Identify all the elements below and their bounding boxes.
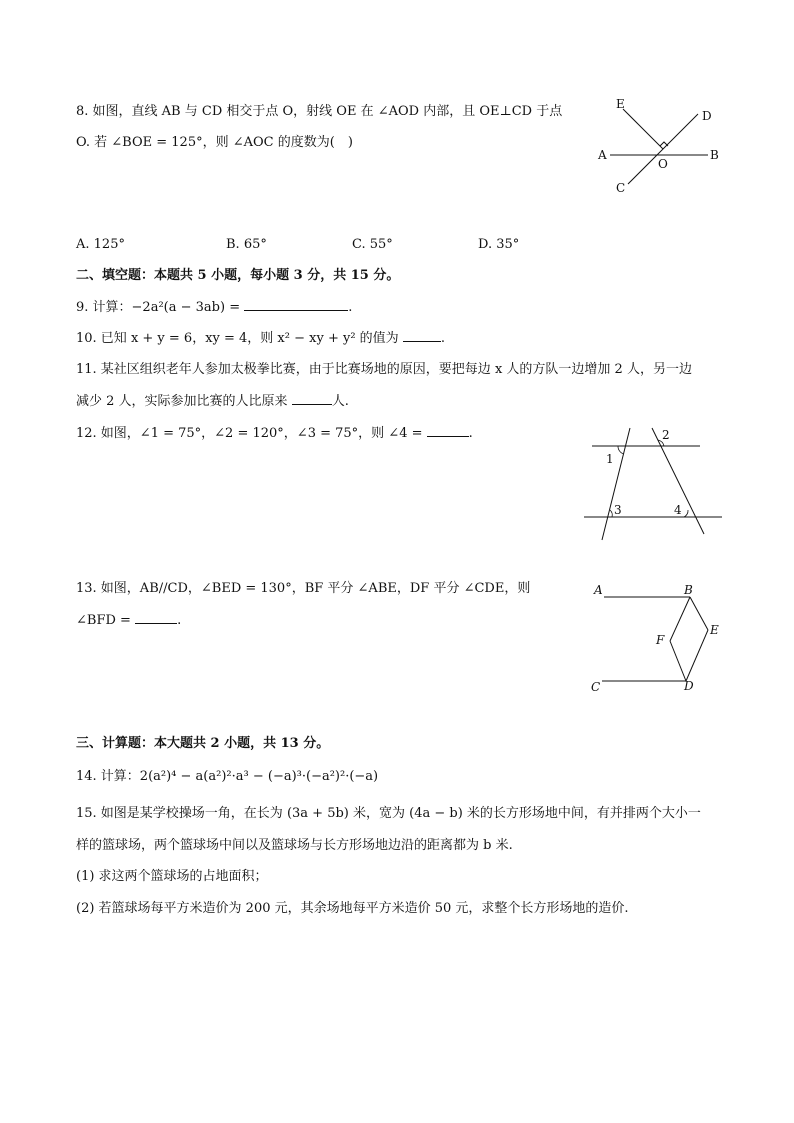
q8-label-a: A xyxy=(598,148,607,162)
q12-angle4-arc xyxy=(684,510,688,517)
section2-header: 二、填空题：本题共 5 小题，每小题 3 分，共 15 分。 xyxy=(76,268,400,283)
q9-answer-blank[interactable] xyxy=(244,298,348,311)
q13-segment-fd xyxy=(670,641,686,681)
q13-figure xyxy=(588,582,728,697)
q11-end: 人. xyxy=(331,394,349,409)
q13-label-c: C xyxy=(591,680,601,694)
q12-left-transversal xyxy=(602,428,630,540)
q8-label-d: D xyxy=(702,109,712,123)
q13-segment-ed xyxy=(686,630,708,681)
q12-end: . xyxy=(468,426,473,441)
q9-text xyxy=(76,298,352,317)
q13-line1: 13. 如图，AB//CD，∠BED = 130°，BF 平分 ∠ABE，DF 平分 ∠CDE，则 xyxy=(76,581,531,596)
q8-option-d: D. 35° xyxy=(478,237,520,252)
q9-stem: 9. 计算：−2a²(a − 3ab) = xyxy=(76,300,241,315)
q12-angle1-arc xyxy=(618,446,624,454)
q13-label-f: F xyxy=(656,633,665,647)
q13-stem: ∠BFD = xyxy=(76,613,131,628)
q8-label-c: C xyxy=(616,181,626,195)
q13-label-b: B xyxy=(684,583,693,597)
q8-option-c: C. 55° xyxy=(352,237,393,252)
q12-figure xyxy=(580,424,730,546)
q12-label-1: 1 xyxy=(606,452,614,466)
q12-angle3-arc xyxy=(610,510,612,517)
q15-part2: (2) 若篮球场每平方米造价为 200 元，其余场地每平方米造价 50 元，求整个长方形场地的造价. xyxy=(76,901,629,916)
q8-figure xyxy=(590,97,730,200)
q13-label-d: D xyxy=(684,679,694,693)
q15-line2: 样的篮球场，两个篮球场中间以及篮球场与长方形场地边沿的距离都为 b 米. xyxy=(76,838,513,853)
q8-label-e: E xyxy=(616,97,625,111)
q8-line2: O. 若 ∠BOE = 125°，则 ∠AOC 的度数为( ) xyxy=(76,135,353,150)
q8-right-angle-mark xyxy=(660,142,668,146)
q12-text xyxy=(76,424,473,443)
q12-label-2: 2 xyxy=(662,428,670,442)
q15-part1: (1) 求这两个篮球场的占地面积； xyxy=(76,869,268,884)
q13-end: . xyxy=(177,613,182,628)
q10-stem: 10. 已知 x + y = 6，xy = 4，则 x² − xy + y² 的值为 xyxy=(76,331,399,346)
q9-end: . xyxy=(348,300,353,315)
q8-option-b: B. 65° xyxy=(226,237,267,252)
q14-text: 14. 计算：2(a²)⁴ − a(a²)²·a³ − (−a)³·(−a²)²·(−a) xyxy=(76,769,379,784)
q10-text xyxy=(76,329,445,348)
q13-label-e: E xyxy=(710,623,719,637)
q12-right-transversal xyxy=(652,428,704,534)
q8-option-a: A. 125° xyxy=(76,237,125,252)
q10-answer-blank[interactable] xyxy=(403,329,441,342)
q8-label-b: B xyxy=(710,148,719,162)
q15-line1: 15. 如图是某学校操场一角，在长为 (3a + 5b) 米，宽为 (4a − b) 米的长方形场地中间，有并排两个大小一 xyxy=(76,806,701,821)
q13-answer-blank[interactable] xyxy=(135,611,177,624)
q8-ray-oe xyxy=(623,109,663,149)
q12-stem: 12. 如图，∠1 = 75°，∠2 = 120°，∠3 = 75°，则 ∠4 = xyxy=(76,426,423,441)
q11-stem: 减少 2 人，实际参加比赛的人比原来 xyxy=(76,394,288,409)
q12-answer-blank[interactable] xyxy=(427,424,469,437)
q10-end: . xyxy=(440,331,445,346)
q12-label-3: 3 xyxy=(614,503,622,517)
q8-label-o: O xyxy=(658,157,668,171)
q11-line2 xyxy=(76,392,349,411)
q13-label-a: A xyxy=(594,583,603,597)
q11-answer-blank[interactable] xyxy=(292,392,332,405)
q13-segment-bf xyxy=(670,597,690,641)
q11-line1: 11. 某社区组织老年人参加太极拳比赛，由于比赛场地的原因，要把每边 x 人的方队一边增加 2 人，另一边 xyxy=(76,362,692,377)
q13-segment-be xyxy=(690,597,708,630)
q13-line2 xyxy=(76,611,181,630)
q12-label-4: 4 xyxy=(674,503,682,517)
q8-line1: 8. 如图，直线 AB 与 CD 相交于点 O，射线 OE 在 ∠AOD 内部，且 OE⊥CD 于点 xyxy=(76,104,563,119)
section3-header: 三、计算题：本大题共 2 小题，共 13 分。 xyxy=(76,736,330,751)
